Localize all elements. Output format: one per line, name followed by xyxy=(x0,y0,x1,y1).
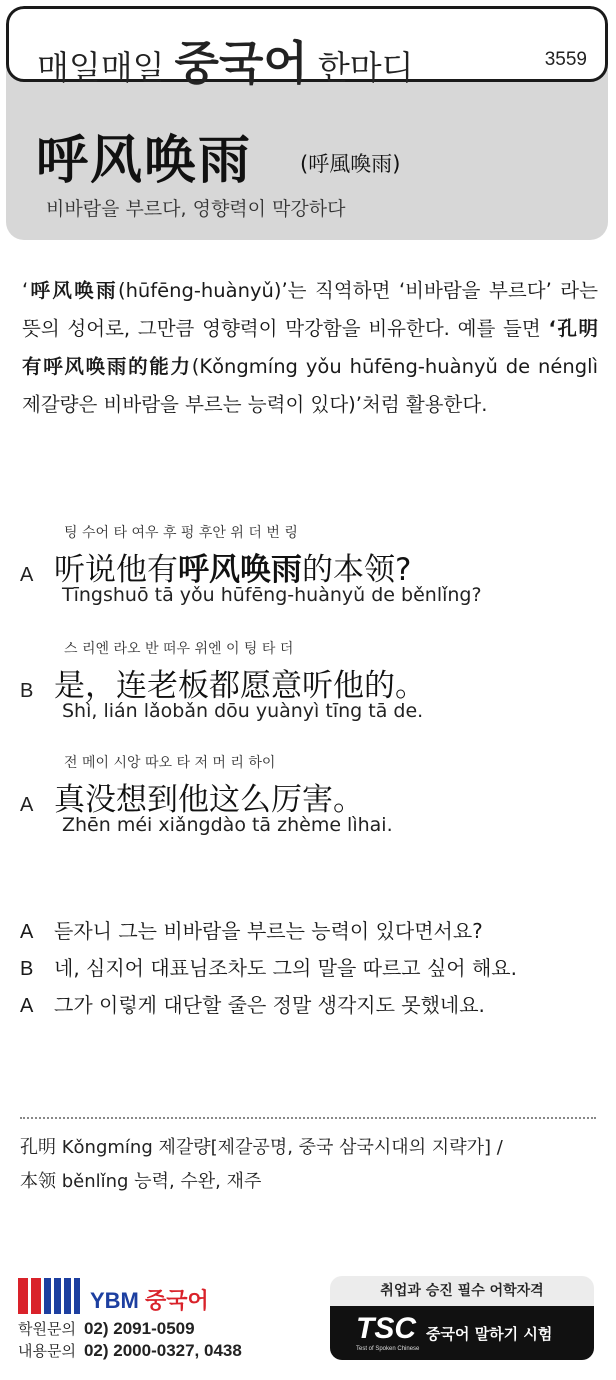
vocab-item-1: 孔明 Kǒngmíng 제갈량[제갈공명, 중국 삼국시대의 지략가] / xyxy=(20,1137,503,1158)
translation-line-3 xyxy=(20,989,485,1018)
dialogue-hanzi xyxy=(54,544,411,589)
contact-content xyxy=(18,1340,242,1361)
idiom-traditional: (呼風喚雨) xyxy=(300,152,401,176)
korean-reading: 팅 수어 타 여우 후 펑 후안 위 더 번 링 xyxy=(64,525,298,541)
idiom-hanzi: 呼风唤雨 xyxy=(36,130,253,191)
dialogue-hanzi xyxy=(54,660,426,705)
issue-number: 3559 xyxy=(544,49,587,70)
speaker-label: B xyxy=(20,958,34,980)
speaker-label: A xyxy=(20,995,34,1017)
contact-number: 02) 2000-0327, 0438 xyxy=(83,1341,242,1360)
hanzi-text: 是，连老板都愿意听他的。 xyxy=(54,668,426,704)
korean-reading: 전 메이 시앙 따오 타 저 머 리 하이 xyxy=(64,755,276,771)
tsc-logo-subtitle: Test of Spoken Chinese xyxy=(356,1346,420,1352)
series-title-bar xyxy=(6,6,608,90)
translation-text: 네, 심지어 대표님조차도 그의 말을 따르고 싶어 해요. xyxy=(54,956,517,980)
vocab-item-2: 本领 běnlǐng 능력, 수완, 재주 xyxy=(20,1171,262,1192)
ybm-brand-chinese: 중국어 xyxy=(145,1288,209,1313)
translation-line-1 xyxy=(20,915,483,944)
speaker-label: B xyxy=(20,680,34,702)
speaker-label: A xyxy=(20,564,34,586)
series-title xyxy=(37,27,413,93)
dialogue-pinyin: Shì, lián lǎobǎn dōu yuànyì tīng tā de. xyxy=(62,700,424,722)
example-sentence: 孔明有呼风唤雨的能力 xyxy=(22,317,598,378)
dialogue-pinyin: Tīngshuō tā yǒu hūfēng-huànyǔ de běnlǐng? xyxy=(62,584,482,606)
contact-label: 내용문의 xyxy=(18,1342,76,1360)
example-quote-open: ‘ xyxy=(548,317,556,340)
hanzi-text: 的本领? xyxy=(302,552,412,588)
idiom-meaning: 비바람을 부르다, 영향력이 막강하다 xyxy=(46,198,346,220)
contact-number: 02) 2091-0509 xyxy=(83,1319,195,1338)
hanzi-text: 真没想到他这么厉害。 xyxy=(54,782,364,818)
contact-label: 학원문의 xyxy=(18,1320,76,1338)
ybm-logo-icon xyxy=(18,1278,80,1314)
explanation-text-1: ’는 직역하면 ‘비바람을 부르다’ 라는 뜻의 성어로, 그만큼 영향력이 막강함을 비유한다. 예를 들면 xyxy=(22,279,598,340)
explanation-paragraph xyxy=(22,272,598,424)
dialogue-pinyin: Zhēn méi xiǎngdào tā zhème lìhai. xyxy=(62,814,393,836)
explanation-term-pinyin: (hūfēng-huànyǔ) xyxy=(117,279,282,302)
tsc-banner xyxy=(330,1306,594,1360)
ybm-brand xyxy=(90,1284,209,1315)
translation-text: 듣자니 그는 비바람을 부르는 능력이 있다면서요? xyxy=(54,919,483,943)
series-main: 중국어 xyxy=(174,36,308,90)
tsc-tagline: 취업과 승진 필수 어학자격 xyxy=(380,1283,544,1299)
header-panel xyxy=(6,6,608,240)
dialogue-hanzi xyxy=(54,774,364,819)
contact-academy xyxy=(18,1318,195,1339)
tsc-logo: TSC xyxy=(356,1312,416,1345)
translation-text: 그가 이렇게 대단할 줄은 정말 생각지도 못했네요. xyxy=(54,993,485,1017)
hanzi-highlight: 呼风唤雨 xyxy=(178,552,302,588)
explanation-term: 呼风唤雨 xyxy=(28,279,118,302)
tsc-ad xyxy=(330,1276,594,1360)
quote-open: ‘ xyxy=(22,279,29,302)
speaker-label: A xyxy=(20,794,34,816)
hanzi-text: 听说他有 xyxy=(54,552,178,588)
tsc-name: 중국어 말하기 시험 xyxy=(426,1325,553,1343)
series-prefix: 매일매일 xyxy=(37,48,165,87)
korean-reading: 스 리엔 라오 반 떠우 위엔 이 팅 타 더 xyxy=(64,641,294,657)
dotted-divider xyxy=(20,1117,596,1119)
ybm-brand-name: YBM xyxy=(90,1288,139,1313)
speaker-label: A xyxy=(20,921,34,943)
explanation-text-2: (Kǒngmíng yǒu hūfēng-huànyǔ de nénglì 제갈량은 비바람을 부르는 능력이 있다)’처럼 활용한다. xyxy=(22,355,598,416)
translation-line-2 xyxy=(20,952,517,981)
series-suffix: 한마디 xyxy=(317,48,414,87)
